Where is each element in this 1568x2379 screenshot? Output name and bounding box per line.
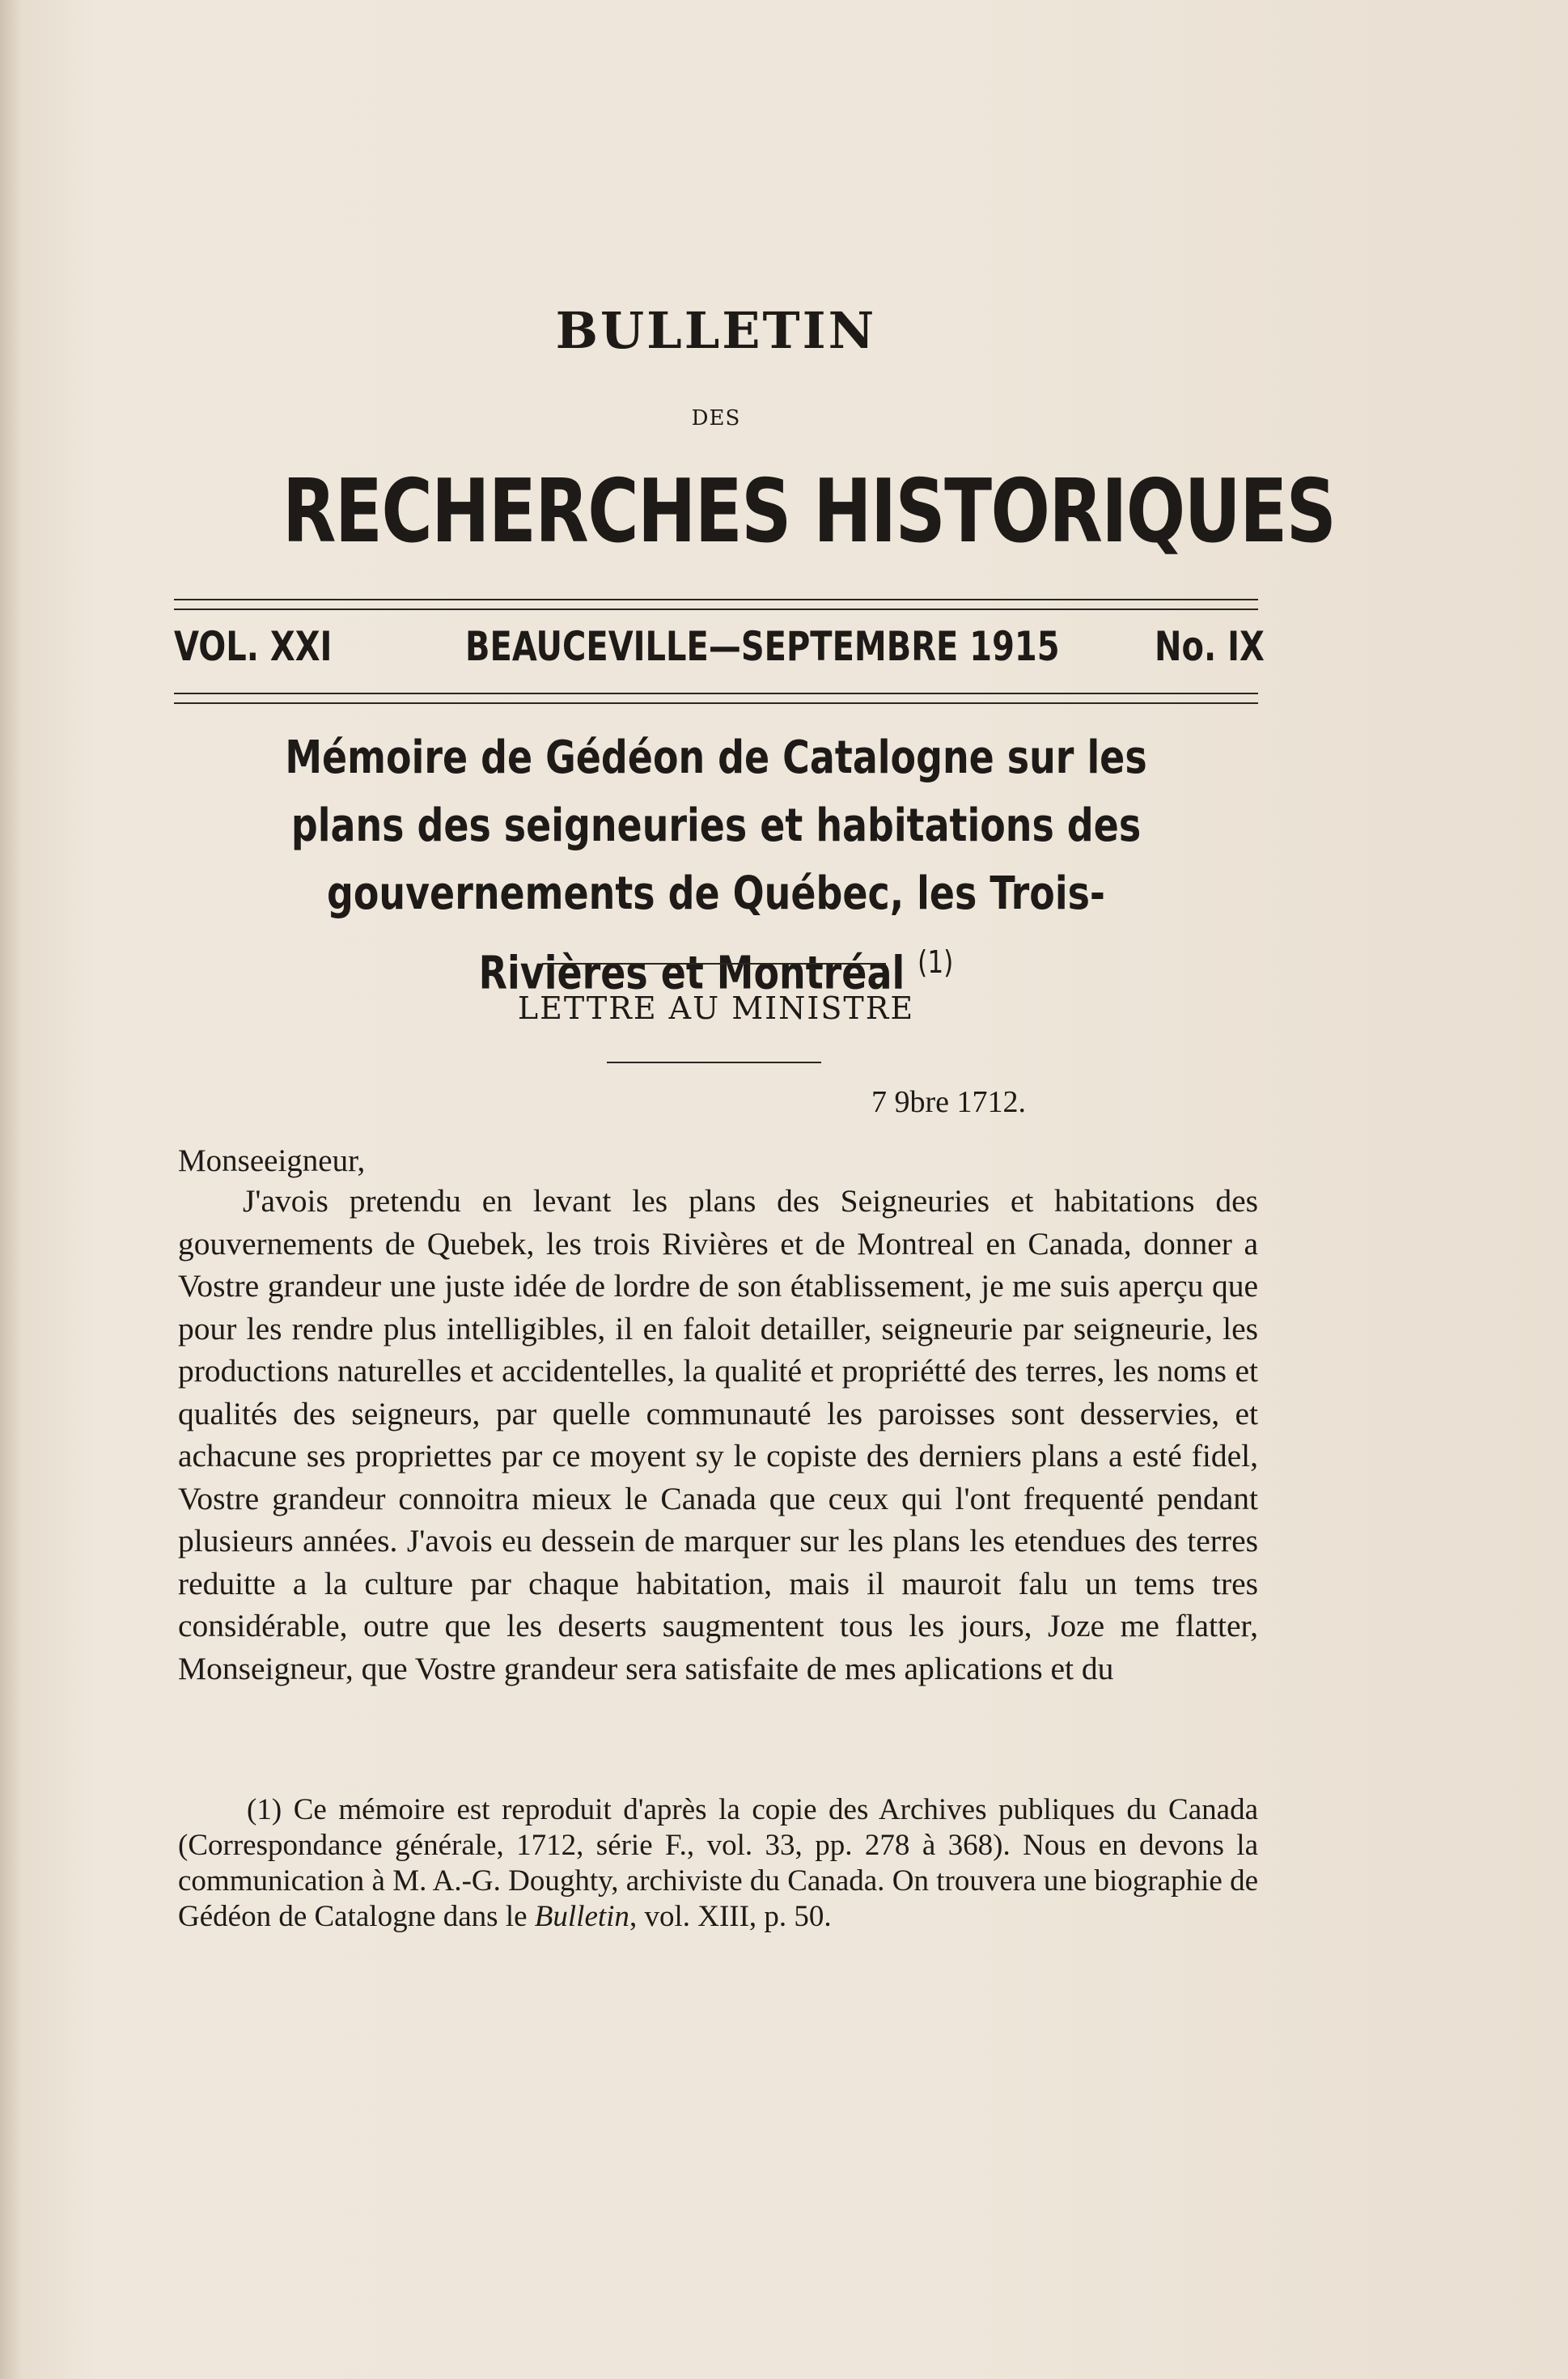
page-spine-shadow: [0, 0, 21, 2379]
masthead-rule-bottom-1: [174, 693, 1258, 694]
footnote-italic: Bulletin: [534, 1900, 629, 1933]
article-title: [272, 724, 1161, 1008]
masthead-des: DES: [691, 406, 741, 430]
article-subhead: LETTRE AU MINISTRE: [517, 990, 915, 1026]
footnote-text: (1) Ce mémoire est reproduit d'après la copie des Archives publiques du Canada (Correspondance générale, 1712, série F., vol. 33, pp. 278 à 368). Nous en devons la communication à M. A.-G. Doughty, archiviste du Canada. On trouvera une biographie de Gédéon de Catalogne dans le: [178, 1793, 1258, 1933]
letter-body: J'avois pretendu en levant les plans des Seigneuries et habitations des gouvernements de Quebek, les trois Rivières et de Montreal en Canada, donner a Vostre grandeur une juste idée de lordre de son établissement, je me suis aperçu que pour les rendre plus intelligibles, il en faloit detailler, seigneurie par seigneurie, les productions naturelles et accidentelles, la qualité et propriétté des terres, les noms et qualités des seigneurs, par quelle communauté les paroisses sont desservies, et achacune ses propriettes par ce moyent sy le copiste des derniers plans a esté fidel, Vostre grandeur connoitra mieux le Canada que ceux qui l'ont frequenté pendant plusieurs années. J'avois eu dessein de marquer sur les plans les etendues des terres reduitte a la culture par chaque habitation, mais il mauroit falu un tems tres considérable, outre que les deserts saugmentent tous les jours, Joze me flatter, Monseigneur, que Vostre grandeur sera satisfaite de mes aplications et du: [178, 1183, 1258, 1686]
issue-volume: VOL. XXI: [174, 623, 333, 670]
article-title-footnote-mark: (1): [917, 944, 954, 980]
masthead-rule-bottom-2: [174, 702, 1258, 704]
masthead-rule-top-1: [174, 599, 1258, 600]
masthead-title: BULLETIN: [555, 301, 877, 360]
issue-line: [174, 623, 1265, 680]
masthead-main-title: RECHERCHES HISTORIQUES: [282, 461, 1336, 562]
masthead-rule-top-2: [174, 609, 1258, 610]
title-divider: [542, 963, 886, 965]
issue-place-date: BEAUCEVILLE—SEPTEMBRE 1915: [465, 623, 1060, 670]
footnote: [178, 1792, 1258, 1935]
issue-number: No. IX: [1155, 623, 1265, 670]
footnote-text-end: , vol. XIII, p. 50.: [629, 1900, 832, 1933]
letter-dateline: 7 9bre 1712.: [871, 1085, 1027, 1119]
letter-salutation: Monseeigneur,: [178, 1143, 366, 1178]
article-title-text: Mémoire de Gédéon de Catalogne sur les plans des seigneuries et habitations des gouvernements de Québec, les Trois-Rivières et Montréal: [285, 732, 1147, 1000]
subhead-divider: [607, 1062, 821, 1063]
